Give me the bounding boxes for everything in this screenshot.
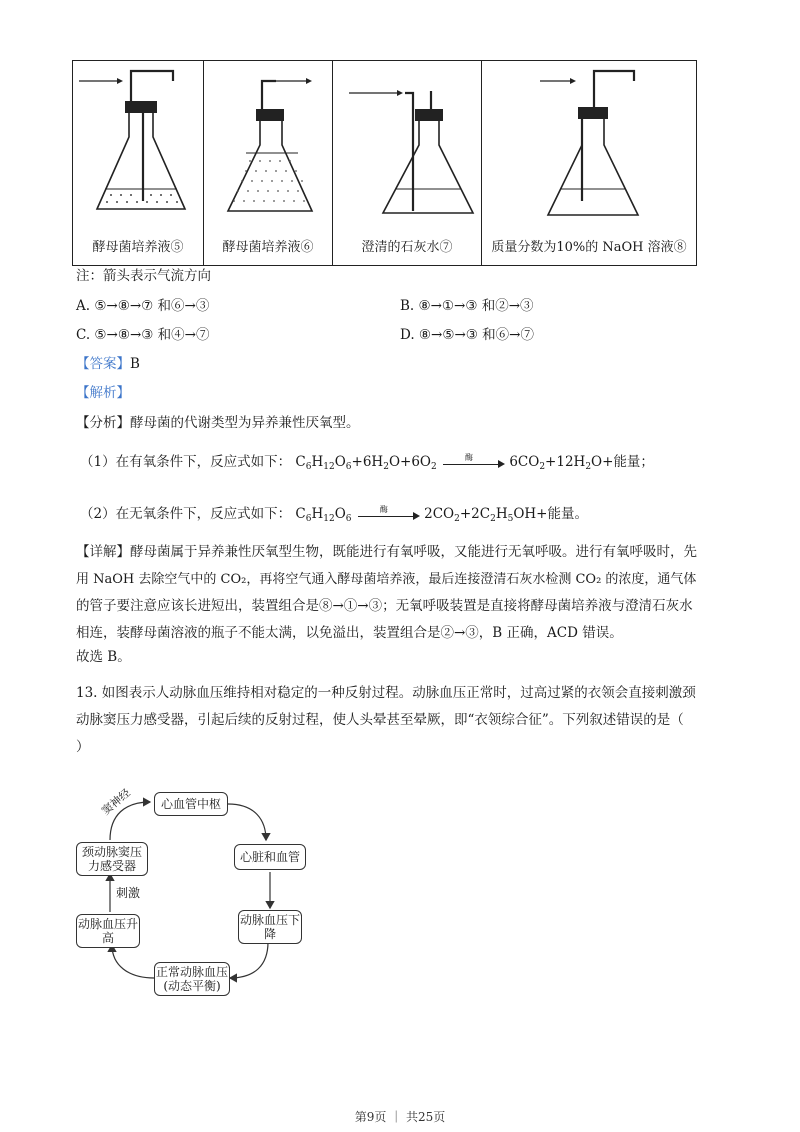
eq1-formula: $C_6H_{12}O_6+6H_2O+6O_2$: [295, 454, 437, 472]
node-heart: 心脏和血管: [234, 844, 306, 870]
eq2-prefix: （2）在无氧条件下，反应式如下：: [80, 506, 292, 522]
note: 注：箭头表示气流方向: [76, 268, 211, 284]
option-c: C. ⑤→⑧→③ 和④→⑦: [76, 327, 210, 343]
flask-diagram-8: [482, 61, 696, 231]
eq1-arrow: [441, 452, 505, 470]
equation-1: [80, 452, 654, 477]
caption-7: 澄清的石灰水⑦: [361, 240, 453, 255]
eq2-arrow: [356, 504, 420, 522]
detail-line-3: 的管子要注意应该长进短出，装置组合是⑧→①→③；无氧呼吸装置是直接将酵母菌培养液与澄清石灰水: [76, 598, 693, 614]
eq2-suffix: 能量。: [547, 506, 588, 522]
detail-line-1: 酵母菌属于异养兼性厌氧型生物，既能进行有氧呼吸，又能进行无氧呼吸。进行有氧呼吸时，先: [130, 544, 697, 560]
apparatus-5: [73, 61, 203, 265]
page-footer: 第9页 ｜ 共25页: [354, 1110, 446, 1124]
eq2-enzyme: 酶: [379, 504, 388, 514]
node-center: 心血管中枢: [154, 792, 228, 816]
caption-8: 质量分数为10%的 NaOH 溶液⑧: [491, 240, 687, 255]
caption-5: 酵母菌培养液⑤: [92, 240, 184, 255]
q13-line-2: 动脉窦压力感受器，引起后续的反射过程，使人头晕甚至晕厥，即“衣领综合征”。下列叙述错误的是（: [76, 712, 684, 728]
eq1-product: $6CO_2+12H_2O+$: [509, 454, 614, 472]
eq2-product: $2CO_2+2C_2H_5OH+$: [424, 506, 548, 524]
q13-line-1: 13. 如图表示人动脉血压维持相对稳定的一种反射过程。动脉血压正常时，过高过紧的衣领会直接刺激颈: [76, 685, 696, 701]
node-pressure-down: 动脉血压下降: [238, 910, 302, 944]
reflex-diagram: [70, 786, 320, 1000]
eq1-enzyme: 酶: [465, 452, 474, 462]
answer-line: [76, 354, 140, 374]
equation-2: [80, 504, 588, 529]
option-b: B. ⑧→①→③ 和②→③: [400, 298, 534, 314]
option-d: D. ⑧→⑤→③ 和⑥→⑦: [400, 327, 534, 343]
apparatus-7: [333, 61, 481, 265]
flask-diagram-5: [73, 61, 203, 231]
node-receptor: 颈动脉窦压力感受器: [76, 842, 148, 876]
detail-line-4: 相连，装酵母菌溶液的瓶子不能太满，以免溢出，装置组合是②→③，B 正确，ACD 错误。: [76, 625, 623, 641]
conclusion: 故选 B。: [76, 649, 131, 665]
node-normal: 正常动脉血压(动态平衡): [154, 962, 230, 996]
fenxi-line: [76, 413, 360, 433]
fenxi-text: 酵母菌的代谢类型为异养兼性厌氧型。: [130, 415, 360, 431]
flask-diagram-6: [204, 61, 332, 231]
detail-line-2: 用 NaOH 去除空气中的 CO₂，再将空气通入酵母菌培养液，最后连接澄清石灰水检测 CO₂ 的浓度，通气体: [76, 572, 697, 587]
answer-value: B: [130, 356, 140, 372]
apparatus-table: [72, 60, 697, 266]
apparatus-6: [204, 61, 332, 265]
fenxi-tag: 【分析】: [76, 415, 130, 431]
answer-tag: 【答案】: [76, 356, 130, 372]
eq2-formula: $C_6H_{12}O_6$: [295, 506, 352, 524]
apparatus-8: [482, 61, 696, 265]
node-pressure-up: 动脉血压升高: [76, 914, 140, 948]
detail-paragraph: [76, 539, 736, 647]
question-13: [76, 680, 736, 761]
flask-diagram-7: [333, 61, 481, 231]
eq1-suffix: 能量；: [613, 454, 654, 470]
label-nerve: 窦神经: [99, 786, 133, 818]
q13-line-3: ）: [76, 739, 90, 755]
eq1-prefix: （1）在有氧条件下，反应式如下：: [80, 454, 292, 470]
caption-6: 酵母菌培养液⑥: [222, 240, 314, 255]
label-stimulus: 刺激: [116, 886, 141, 900]
detail-tag: 【详解】: [76, 544, 130, 560]
analysis-tag: 【解析】: [76, 385, 130, 401]
option-a: A. ⑤→⑧→⑦ 和⑥→③: [76, 298, 210, 314]
